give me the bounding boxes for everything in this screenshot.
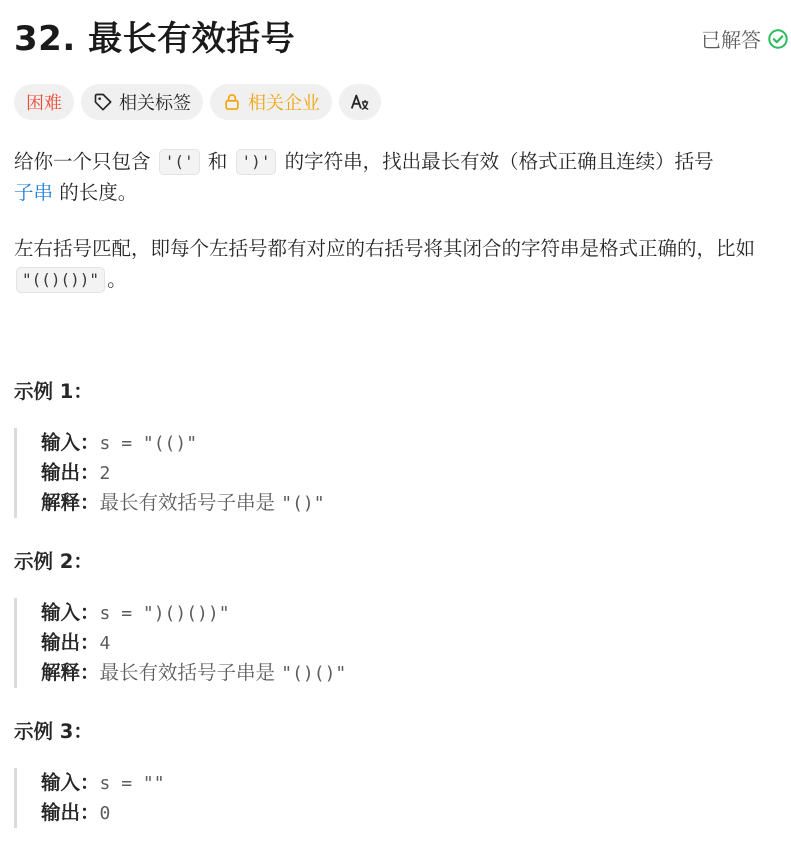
desc-text: 和 <box>207 150 228 173</box>
output-label: 输出： <box>41 801 100 824</box>
check-circle-icon <box>767 28 789 50</box>
problem-description <box>14 146 774 208</box>
example-input <box>41 768 165 798</box>
desc-text: 左右括号匹配，即每个左括号都有对应的右括号将其闭合的字符串是格式正确的，比如 <box>14 237 756 260</box>
solved-status[interactable] <box>701 24 789 53</box>
problem-description-2 <box>14 233 774 295</box>
example-2-block <box>14 598 346 688</box>
input-label: 输入： <box>41 601 100 624</box>
desc-text: 的长度。 <box>59 181 138 204</box>
desc-text: 。 <box>107 268 127 291</box>
related-tags-button[interactable] <box>81 84 203 120</box>
inline-code: ')' <box>236 149 277 175</box>
input-label: 输入： <box>41 771 100 794</box>
output-label: 输出： <box>41 631 100 654</box>
input-value: s = ")()())" <box>99 603 230 624</box>
related-tags-label: 相关标签 <box>119 93 191 114</box>
output-value: 0 <box>99 803 111 824</box>
example-1-block <box>14 428 325 518</box>
explanation-text: 最长有效括号子串是 <box>99 661 276 684</box>
explanation-code: "()()" <box>281 663 347 684</box>
output-label: 输出： <box>41 461 100 484</box>
inline-code: '(' <box>159 149 200 175</box>
explanation-code: "()" <box>281 493 325 514</box>
example-1-title: 示例 1： <box>14 380 93 403</box>
output-value: 4 <box>99 633 111 654</box>
example-output <box>41 458 325 488</box>
tag-icon <box>93 92 113 112</box>
explanation-text: 最长有效括号子串是 <box>99 491 276 514</box>
translate-icon <box>349 91 371 113</box>
inline-code: "(()())" <box>16 267 105 293</box>
problem-title: 32. 最长有效括号 <box>14 19 296 59</box>
solved-status-label: 已解答 <box>701 28 761 52</box>
problem-header <box>14 14 791 64</box>
example-output <box>41 628 346 658</box>
description-paragraph-2 <box>14 233 774 295</box>
tag-bar <box>14 84 381 120</box>
explanation-label: 解释： <box>41 661 100 684</box>
example-explanation <box>41 658 346 688</box>
substring-link[interactable]: 子串 <box>14 181 54 204</box>
example-3-block <box>14 768 165 828</box>
input-value: s = "" <box>99 773 165 794</box>
example-input <box>41 598 346 628</box>
related-companies-button[interactable] <box>210 84 332 120</box>
example-3-title: 示例 3： <box>14 720 93 743</box>
example-input <box>41 428 325 458</box>
output-value: 2 <box>99 463 111 484</box>
translate-button[interactable] <box>339 84 381 120</box>
related-companies-label: 相关企业 <box>248 93 320 114</box>
input-label: 输入： <box>41 431 100 454</box>
desc-text: 的字符串，找出最长有效（格式正确且连续）括号 <box>284 150 714 173</box>
difficulty-badge: 困难 <box>14 84 74 120</box>
desc-text: 给你一个只包含 <box>14 150 151 173</box>
example-2-title: 示例 2： <box>14 550 93 573</box>
example-explanation <box>41 488 325 518</box>
lock-icon <box>222 92 242 112</box>
example-output <box>41 798 165 828</box>
input-value: s = "(()" <box>99 433 198 454</box>
explanation-label: 解释： <box>41 491 100 514</box>
description-paragraph-1 <box>14 146 774 208</box>
